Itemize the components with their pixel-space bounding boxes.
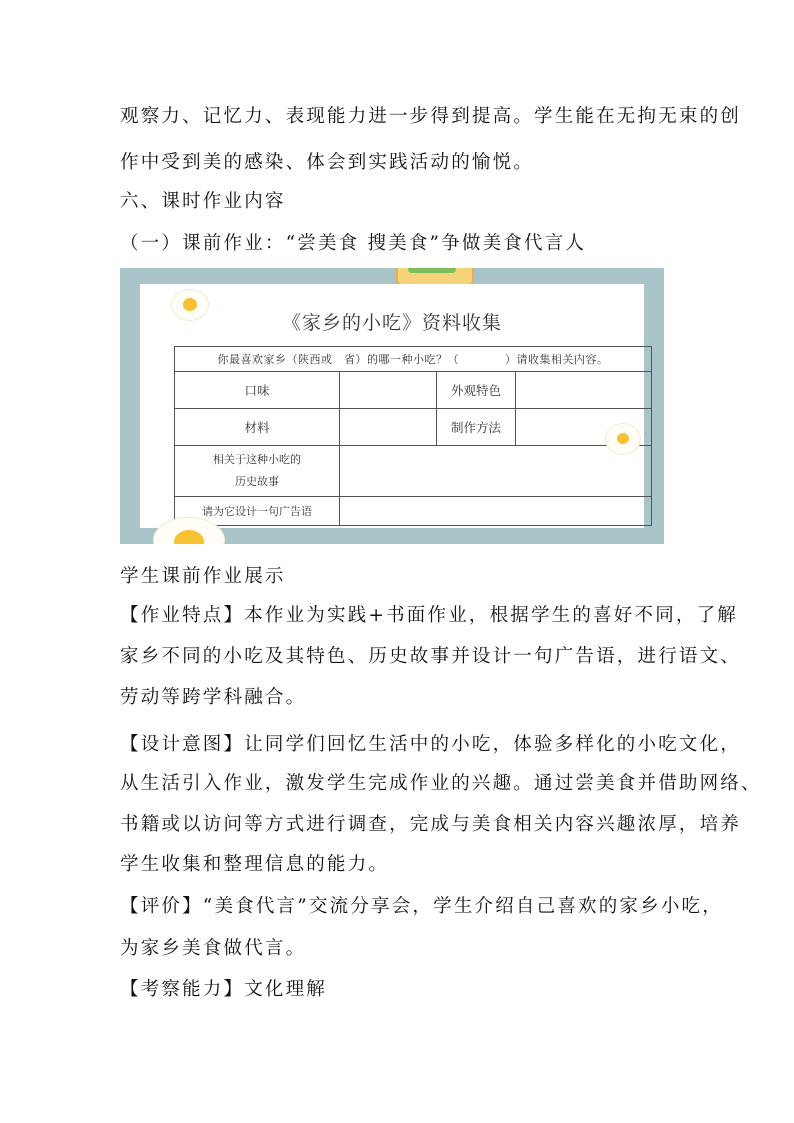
paragraph-line: 学生课前作业展示 xyxy=(120,566,286,587)
subsection-heading: （一）课前作业：“尝美食 搜美食”争做美食代言人 xyxy=(120,233,587,254)
paragraph-line: 从生活引入作业，激发学生完成作业的兴趣。通过尝美食并借助网络、 xyxy=(120,773,762,794)
appearance-value xyxy=(516,372,652,409)
method-label: 制作方法 xyxy=(437,409,516,446)
paragraph-line: 家乡不同的小吃及其特色、历史故事并设计一句广告语，进行语文、 xyxy=(120,646,742,667)
ad-label: 请为它设计一句广告语 xyxy=(175,497,340,526)
history-value xyxy=(340,446,652,497)
worksheet-paper xyxy=(140,284,644,528)
taste-value xyxy=(340,372,437,409)
material-value xyxy=(340,409,437,446)
section-heading: 六、课时作业内容 xyxy=(120,191,286,212)
ad-value xyxy=(340,497,652,526)
history-label-line: 历史故事 xyxy=(235,475,279,488)
question-cell: 你最喜欢家乡（陕西或 省）的哪一种小吃？（ ）请收集相关内容。 xyxy=(175,347,652,372)
paragraph-line: 学生收集和整理信息的能力。 xyxy=(120,854,390,875)
paragraph-line: 劳动等跨学科融合。 xyxy=(120,687,307,708)
worksheet-title: 《家乡的小吃》资料收集 xyxy=(281,312,502,334)
worksheet-table xyxy=(174,346,652,526)
paragraph-line: 作中受到美的感染、体会到实践活动的愉悦。 xyxy=(120,152,535,173)
paragraph-line: 观察力、记忆力、表现能力进一步得到提高。学生能在无拘无束的创 xyxy=(120,106,742,127)
paragraph-line: 【作业特点】本作业为实践+书面作业，根据学生的喜好不同，了解 xyxy=(120,605,739,626)
paragraph-line: 【设计意图】让同学们回忆生活中的小吃，体验多样化的小吃文化， xyxy=(120,734,742,755)
material-label: 材料 xyxy=(175,409,340,446)
paragraph-line: 书籍或以访问等方式进行调查，完成与美食相关内容兴趣浓厚，培养 xyxy=(120,814,742,835)
paragraph-line: 为家乡美食做代言。 xyxy=(120,938,307,959)
taste-label: 口味 xyxy=(175,372,340,409)
appearance-label: 外观特色 xyxy=(437,372,516,409)
history-label xyxy=(175,446,340,497)
paragraph-line: 【评价】“美食代言”交流分享会，学生介绍自己喜欢的家乡小吃， xyxy=(120,896,723,917)
history-label-line: 相关于这种小吃的 xyxy=(213,453,301,466)
worksheet-image xyxy=(120,268,664,544)
paragraph-line: 【考察能力】文化理解 xyxy=(120,979,328,1000)
